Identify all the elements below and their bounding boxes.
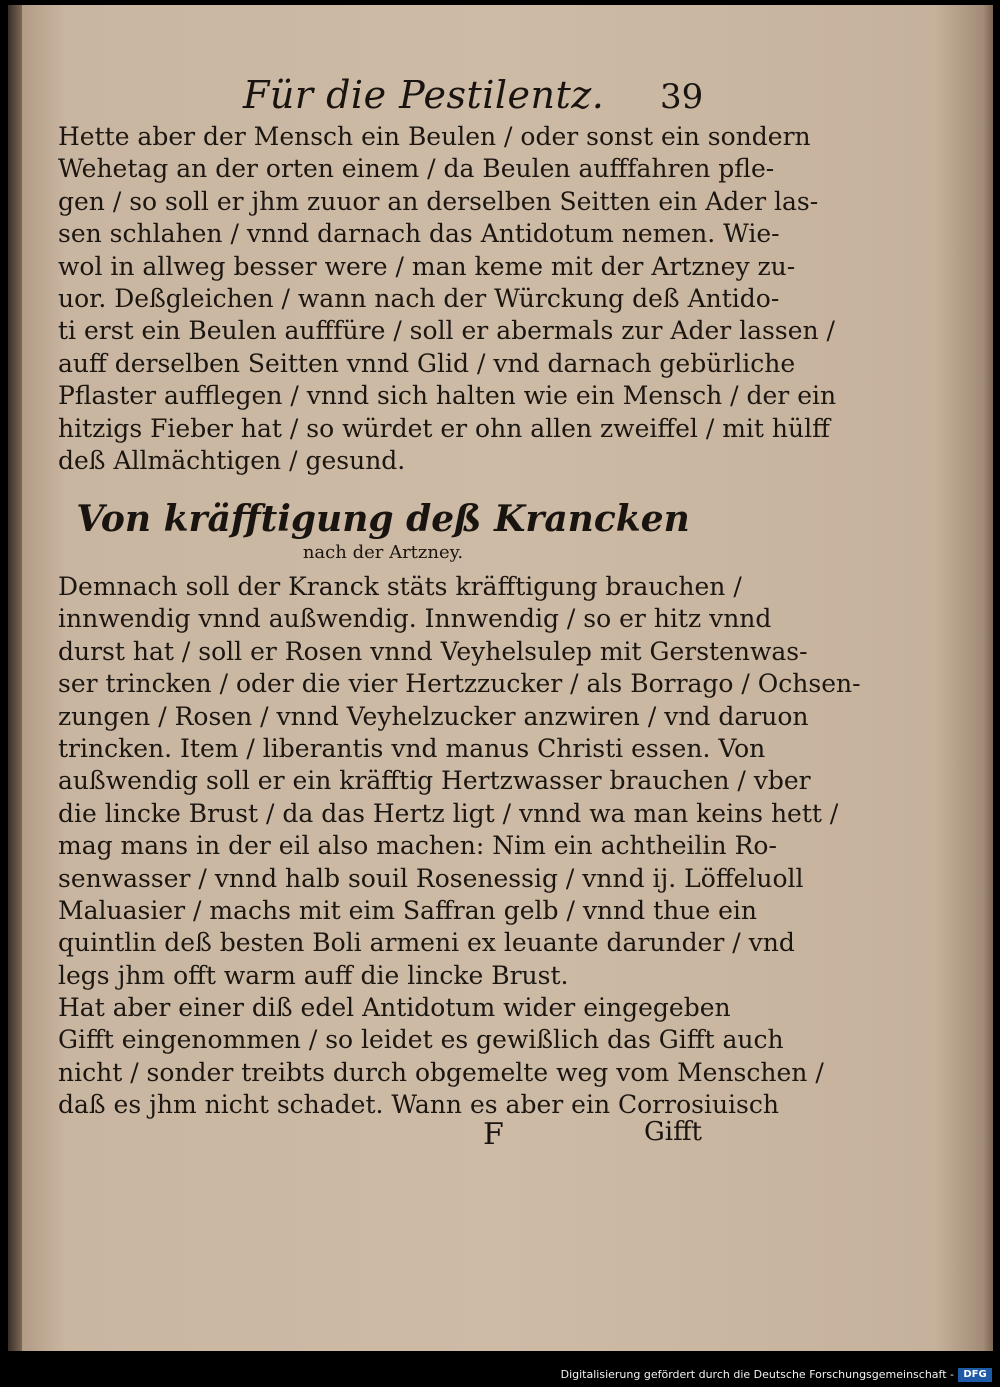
text-line: Hat aber einer diß edel Antidotum wider eingegeben — [58, 993, 731, 1023]
book-page — [8, 5, 993, 1351]
text-line: sen schlahen / vnnd darnach das Antidotum nemen. Wie- — [58, 219, 780, 249]
text-line: Pflaster aufflegen / vnnd sich halten wie ein Mensch / der ein — [58, 381, 837, 411]
text-line: Demnach soll der Kranck stäts kräfftigung brauchen / — [58, 572, 742, 601]
text-line: ti erst ein Beulen aufffüre / soll er abermals zur Ader lassen / — [58, 316, 835, 346]
signature-mark: F — [483, 1117, 504, 1152]
text-line: gen / so soll er jhm zuuor an derselben Seitten ein Ader las- — [58, 186, 819, 216]
dfg-logo: DFG — [958, 1368, 992, 1382]
text-line: Gifft eingenommen / so leidet es gewißlich das Gifft auch — [58, 1025, 784, 1055]
paragraph-1 — [58, 121, 837, 477]
funding-credit: Digitalisierung gefördert durch die Deutsche Forschungsgemeinschaft - — [560, 1368, 954, 1381]
catchword: Gifft — [643, 1117, 702, 1147]
page-number: 39 — [660, 77, 704, 117]
text-line: hitzigs Fieber hat / so würdet er ohn allen zweiffel / mit hülff — [58, 413, 830, 443]
catchword-row — [58, 1117, 708, 1157]
text-line: uor. Deßgleichen / wann nach der Würckung deß Antido- — [58, 283, 780, 313]
text-line: innwendig vnnd außwendig. Innwendig / so er hitz vnnd — [58, 604, 772, 634]
text-line: Wehetag an der orten einem / da Beulen aufffahren pfle- — [58, 154, 775, 184]
text-line: quintlin deß besten Boli armeni ex leuante darunder / vnd — [58, 928, 795, 958]
text-line: legs jhm offt warm auff die lincke Brust. — [58, 960, 569, 990]
text-line: senwasser / vnnd halb souil Rosenessig / vnnd ij. Löffeluoll — [58, 863, 804, 893]
text-line: die lincke Brust / da das Hertz ligt / vnnd wa man keins hett / — [58, 798, 839, 828]
text-line: mag mans in der eil also machen: Nim ein achtheilin Ro- — [58, 831, 777, 861]
section-heading-main: Von kräfftigung deß Krancken — [76, 498, 690, 540]
text-line: zungen / Rosen / vnnd Veyhelzucker anzwiren / vnd daruon — [58, 701, 809, 731]
digitization-footer — [0, 1366, 1000, 1387]
text-line: Maluasier / machs mit eim Saffran gelb / vnnd thue ein — [58, 895, 757, 925]
text-line: durst hat / soll er Rosen vnnd Veyhelsulep mit Gerstenwas- — [58, 636, 808, 666]
text-line: nicht / sonder treibts durch obgemelte weg vom Menschen / — [58, 1057, 824, 1087]
section-heading — [58, 497, 708, 565]
page-spine-shadow — [8, 5, 22, 1351]
text-line: auff derselben Seitten vnnd Glid / vnd darnach gebürliche — [58, 348, 796, 378]
text-line: außwendig soll er ein kräfftig Hertzwasser brauchen / vber — [58, 766, 811, 796]
running-title: Für die Pestilentz. — [243, 73, 605, 117]
text-line: deß Allmächtigen / gesund. — [58, 445, 406, 475]
text-line: trincken. Item / liberantis vnd manus Christi essen. Von — [58, 733, 766, 763]
section-heading-sub: nach der Artzney. — [302, 542, 464, 563]
page-header — [8, 65, 993, 125]
text-line: daß es jhm nicht schadet. Wann es aber ein Corrosiuisch — [58, 1090, 779, 1120]
text-line: ser trincken / oder die vier Hertzzucker / als Borrago / Ochsen- — [58, 669, 861, 699]
text-line: Hette aber der Mensch ein Beulen / oder sonst ein sondern — [58, 122, 811, 151]
text-line: wol in allweg besser were / man keme mit der Artzney zu- — [58, 251, 796, 281]
paragraph-2 — [58, 571, 861, 1122]
